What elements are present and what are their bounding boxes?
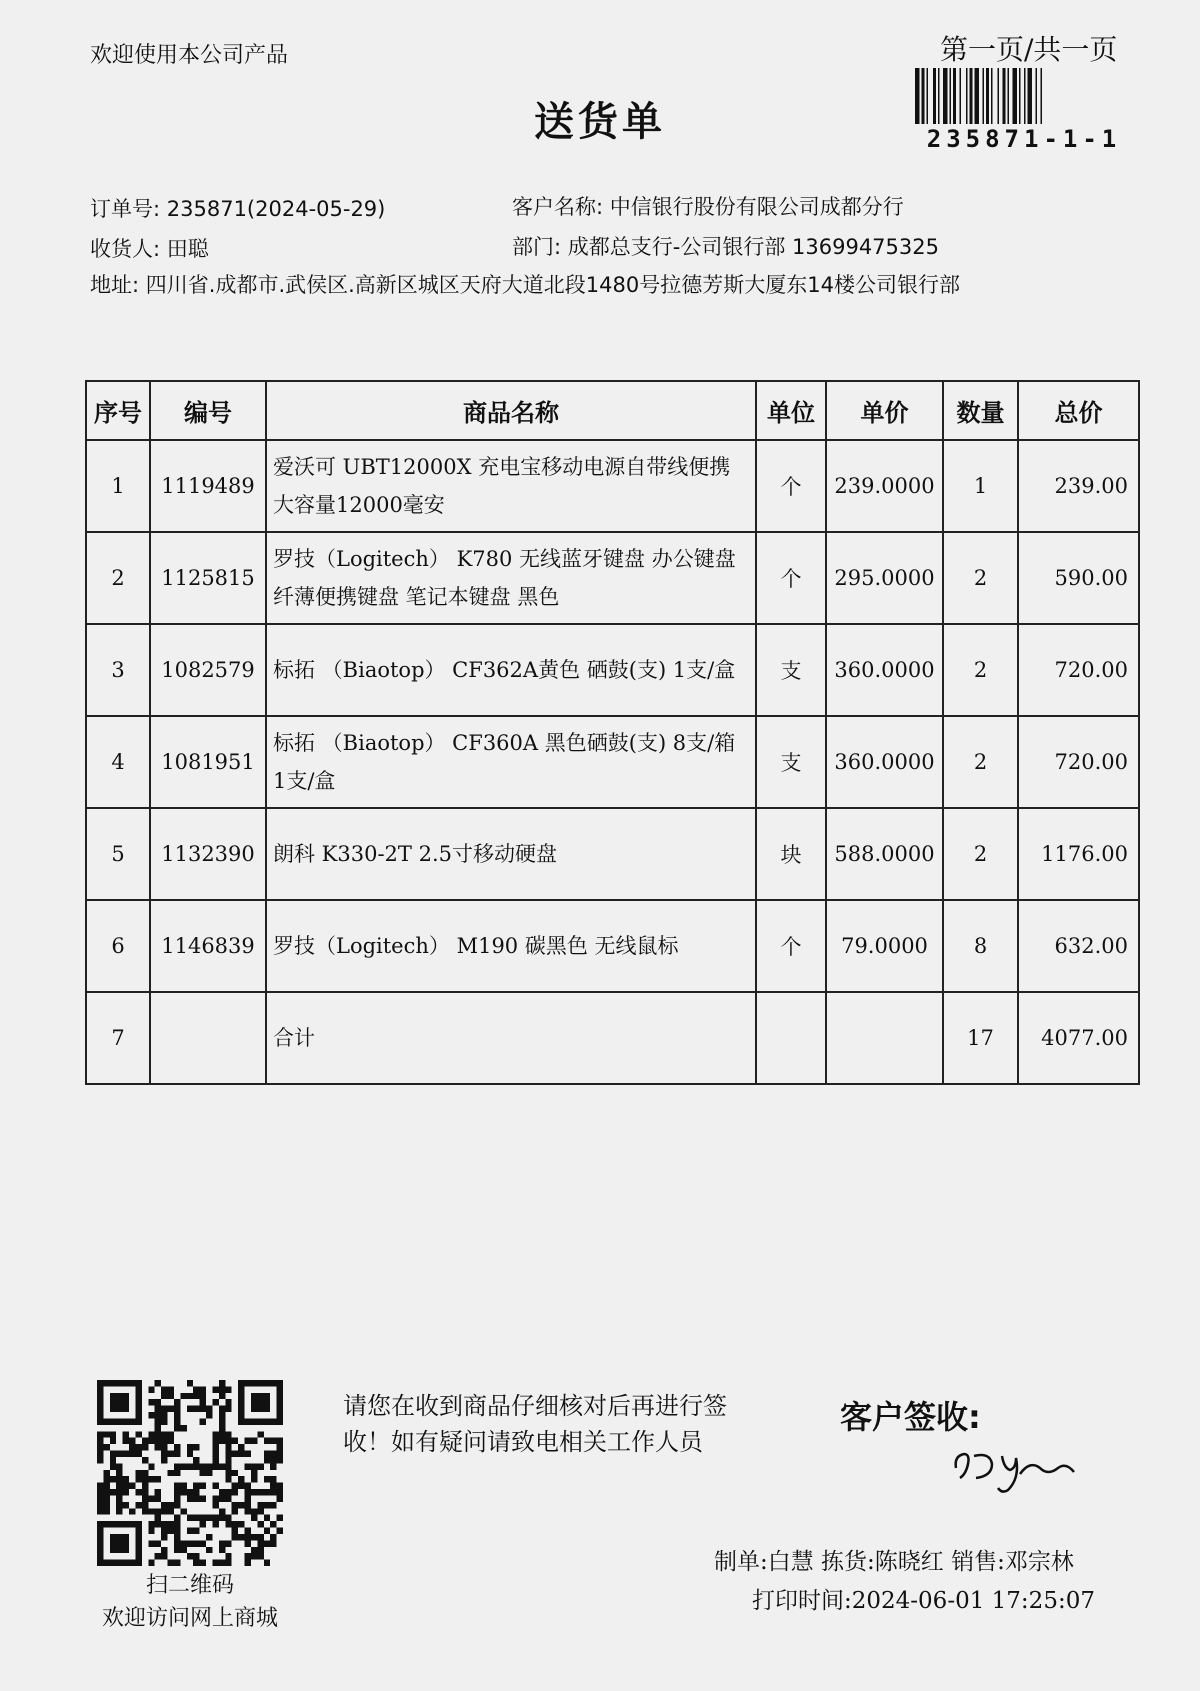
header-unit: 单位	[756, 381, 826, 440]
header-product: 商品名称	[266, 381, 756, 440]
cell-seq: 2	[86, 532, 150, 624]
cell-price: 360.0000	[826, 624, 943, 716]
order-number	[90, 193, 385, 223]
signature-icon	[950, 1438, 1090, 1498]
customer-value: 中信银行股份有限公司成都分行	[609, 195, 904, 219]
page-title: 送货单	[534, 99, 666, 145]
receiver-label: 收货人:	[90, 237, 161, 261]
table-row	[86, 624, 1139, 716]
cell-unit: 个	[756, 900, 826, 992]
cell-price: 295.0000	[826, 532, 943, 624]
cell-qty: 2	[943, 716, 1018, 808]
cell-seq: 1	[86, 440, 150, 532]
receiver-value: 田聪	[166, 237, 209, 261]
cell-code: 1146839	[150, 900, 266, 992]
cell-total: 720.00	[1018, 624, 1139, 716]
page-number: 第一页/共一页	[940, 33, 1118, 66]
table-row	[86, 900, 1139, 992]
order-value: 235871(2024-05-29)	[166, 197, 386, 221]
cell-unit: 支	[756, 716, 826, 808]
header-price: 单价	[826, 381, 943, 440]
qr-code-icon	[97, 1380, 283, 1566]
cell-code: 1081951	[150, 716, 266, 808]
cell-code	[150, 992, 266, 1084]
cell-unit: 个	[756, 532, 826, 624]
cell-qty: 2	[943, 532, 1018, 624]
qr-caption-mall: 欢迎访问网上商城	[101, 1606, 278, 1631]
cell-code: 1119489	[150, 440, 266, 532]
cell-seq: 7	[86, 992, 150, 1084]
address	[90, 269, 960, 299]
print-time: 打印时间:2024-06-01 17:25:07	[752, 1588, 1095, 1614]
cell-unit	[756, 992, 826, 1084]
cell-qty: 17	[943, 992, 1018, 1084]
cell-product: 朗科 K330-2T 2.5寸移动硬盘	[266, 808, 756, 900]
items-table	[85, 380, 1140, 1085]
welcome-text: 欢迎使用本公司产品	[90, 43, 289, 68]
cell-total: 239.00	[1018, 440, 1139, 532]
header-qty: 数量	[943, 381, 1018, 440]
cell-qty: 8	[943, 900, 1018, 992]
header-seq: 序号	[86, 381, 150, 440]
qr-caption: 扫二维码	[145, 1573, 234, 1598]
department	[512, 231, 939, 261]
cell-product: 罗技（Logitech） M190 碳黑色 无线鼠标	[266, 900, 756, 992]
address-value: 四川省.成都市.武侯区.高新区城区天府大道北段1480号拉德芳斯大厦东14楼公司银行部	[145, 273, 960, 297]
table-header-row	[86, 381, 1139, 440]
customer-label: 客户名称:	[512, 195, 604, 219]
cell-seq: 4	[86, 716, 150, 808]
cell-total: 1176.00	[1018, 808, 1139, 900]
cell-code: 1125815	[150, 532, 266, 624]
cell-product: 爱沃可 UBT12000X 充电宝移动电源自带线便携大容量12000毫安	[266, 440, 756, 532]
cell-price: 79.0000	[826, 900, 943, 992]
dept-value: 成都总支行-公司银行部 13699475325	[567, 235, 939, 259]
cell-qty: 1	[943, 440, 1018, 532]
cell-total: 720.00	[1018, 716, 1139, 808]
cell-code: 1082579	[150, 624, 266, 716]
cell-seq: 5	[86, 808, 150, 900]
cell-seq: 6	[86, 900, 150, 992]
order-label: 订单号:	[90, 197, 161, 221]
cell-total: 4077.00	[1018, 992, 1139, 1084]
barcode-icon	[915, 68, 1133, 124]
table-total-row	[86, 992, 1139, 1084]
cell-product: 标拓 （Biaotop） CF362A黄色 硒鼓(支) 1支/盒	[266, 624, 756, 716]
cell-product: 罗技（Logitech） K780 无线蓝牙键盘 办公键盘纤薄便携键盘 笔记本键盘 黑色	[266, 532, 756, 624]
cell-unit: 个	[756, 440, 826, 532]
barcode-number: 235871-1-1	[926, 125, 1122, 153]
table-row	[86, 808, 1139, 900]
cell-price: 360.0000	[826, 716, 943, 808]
cell-price: 239.0000	[826, 440, 943, 532]
table-row	[86, 716, 1139, 808]
address-label: 地址:	[90, 273, 140, 297]
cell-price: 588.0000	[826, 808, 943, 900]
staff-info: 制单:白慧 拣货:陈晓红 销售:邓宗林	[714, 1549, 1074, 1575]
customer-name	[512, 191, 904, 221]
header-total: 总价	[1018, 381, 1139, 440]
receiver	[90, 233, 209, 263]
cell-qty: 2	[943, 808, 1018, 900]
notice-text: 请您在收到商品仔细核对后再进行签收！如有疑问请致电相关工作人员	[343, 1392, 727, 1456]
cell-qty: 2	[943, 624, 1018, 716]
cell-total: 590.00	[1018, 532, 1139, 624]
table-row	[86, 440, 1139, 532]
cell-seq: 3	[86, 624, 150, 716]
cell-code: 1132390	[150, 808, 266, 900]
cell-product: 标拓 （Biaotop） CF360A 黑色硒鼓(支) 8支/箱 1支/盒	[266, 716, 756, 808]
header-code: 编号	[150, 381, 266, 440]
cell-total: 632.00	[1018, 900, 1139, 992]
cell-unit: 支	[756, 624, 826, 716]
cell-product: 合计	[266, 992, 756, 1084]
cell-price	[826, 992, 943, 1084]
customer-sign-label: 客户签收:	[840, 1398, 981, 1436]
cell-unit: 块	[756, 808, 826, 900]
table-row	[86, 532, 1139, 624]
dept-label: 部门:	[512, 235, 562, 259]
